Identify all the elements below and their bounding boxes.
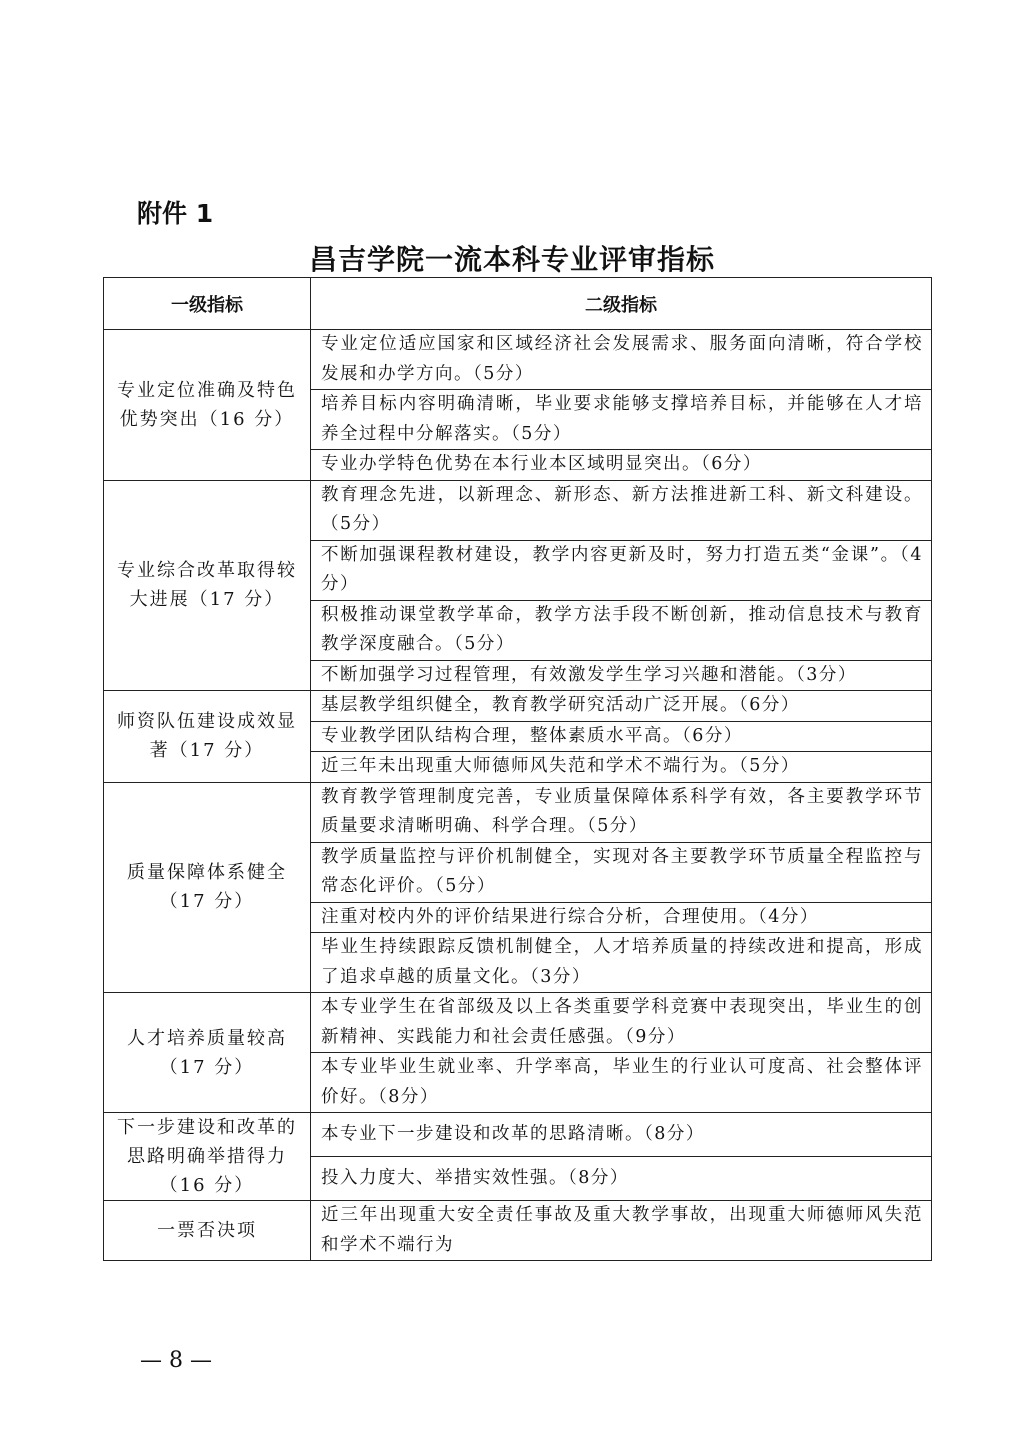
header-secondary: 二级指标	[311, 278, 932, 330]
secondary-indicator: 本专业下一步建设和改革的思路清晰。（8分）	[311, 1113, 932, 1157]
table-row	[104, 330, 932, 390]
primary-indicator: 质量保障体系健全（17 分）	[104, 782, 311, 993]
primary-indicator: 下一步建设和改革的思路明确举措得力（16 分）	[104, 1113, 311, 1201]
secondary-indicator: 教学质量监控与评价机制健全，实现对各主要教学环节质量全程监控与常态化评价。（5分）	[311, 842, 932, 902]
table-body	[104, 330, 932, 1261]
primary-indicator: 一票否决项	[104, 1201, 311, 1261]
table-row	[104, 691, 932, 722]
header-primary: 一级指标	[104, 278, 311, 330]
secondary-indicator: 基层教学组织健全，教育教学研究活动广泛开展。（6分）	[311, 691, 932, 722]
secondary-indicator: 注重对校内外的评价结果进行综合分析，合理使用。（4分）	[311, 902, 932, 933]
primary-indicator: 专业综合改革取得较大进展（17 分）	[104, 480, 311, 691]
secondary-indicator: 培养目标内容明确清晰，毕业要求能够支撑培养目标，并能够在人才培养全过程中分解落实。（5分）	[311, 390, 932, 450]
document-title: 昌吉学院一流本科专业评审指标	[308, 243, 715, 276]
table-row	[104, 480, 932, 540]
secondary-indicator: 专业办学特色优势在本行业本区域明显突出。（6分）	[311, 450, 932, 481]
secondary-indicator: 本专业毕业生就业率、升学率高，毕业生的行业认可度高、社会整体评价好。（8分）	[311, 1053, 932, 1113]
secondary-indicator: 教育理念先进，以新理念、新形态、新方法推进新工科、新文科建设。（5分）	[311, 480, 932, 540]
criteria-table	[103, 277, 932, 1261]
attachment-label: 附件 1	[137, 199, 214, 228]
secondary-indicator: 投入力度大、举措实效性强。（8分）	[311, 1157, 932, 1201]
table-row	[104, 993, 932, 1053]
table-row	[104, 1201, 932, 1261]
table-row	[104, 782, 932, 842]
primary-indicator: 师资队伍建设成效显著（17 分）	[104, 691, 311, 783]
table-row	[104, 1113, 932, 1157]
secondary-indicator: 专业定位适应国家和区域经济社会发展需求、服务面向清晰，符合学校发展和办学方向。（5分）	[311, 330, 932, 390]
secondary-indicator: 专业教学团队结构合理，整体素质水平高。（6分）	[311, 721, 932, 752]
table-header-row	[104, 278, 932, 330]
secondary-indicator: 积极推动课堂教学革命，教学方法手段不断创新，推动信息技术与教育教学深度融合。（5分）	[311, 600, 932, 660]
secondary-indicator: 本专业学生在省部级及以上各类重要学科竞赛中表现突出，毕业生的创新精神、实践能力和社会责任感强。（9分）	[311, 993, 932, 1053]
secondary-indicator: 近三年未出现重大师德师风失范和学术不端行为。（5分）	[311, 752, 932, 783]
secondary-indicator: 教育教学管理制度完善，专业质量保障体系科学有效，各主要教学环节质量要求清晰明确、科学合理。（5分）	[311, 782, 932, 842]
secondary-indicator: 不断加强课程教材建设，教学内容更新及时，努力打造五类“金课”。（4分）	[311, 540, 932, 600]
primary-indicator: 人才培养质量较高（17 分）	[104, 993, 311, 1113]
primary-indicator: 专业定位准确及特色优势突出（16 分）	[104, 330, 311, 481]
secondary-indicator: 不断加强学习过程管理，有效激发学生学习兴趣和潜能。（3分）	[311, 660, 932, 691]
page-number: — 8 —	[140, 1348, 212, 1373]
secondary-indicator: 毕业生持续跟踪反馈机制健全，人才培养质量的持续改进和提高，形成了追求卓越的质量文化。（3分）	[311, 933, 932, 993]
secondary-indicator: 近三年出现重大安全责任事故及重大教学事故，出现重大师德师风失范和学术不端行为	[311, 1201, 932, 1261]
